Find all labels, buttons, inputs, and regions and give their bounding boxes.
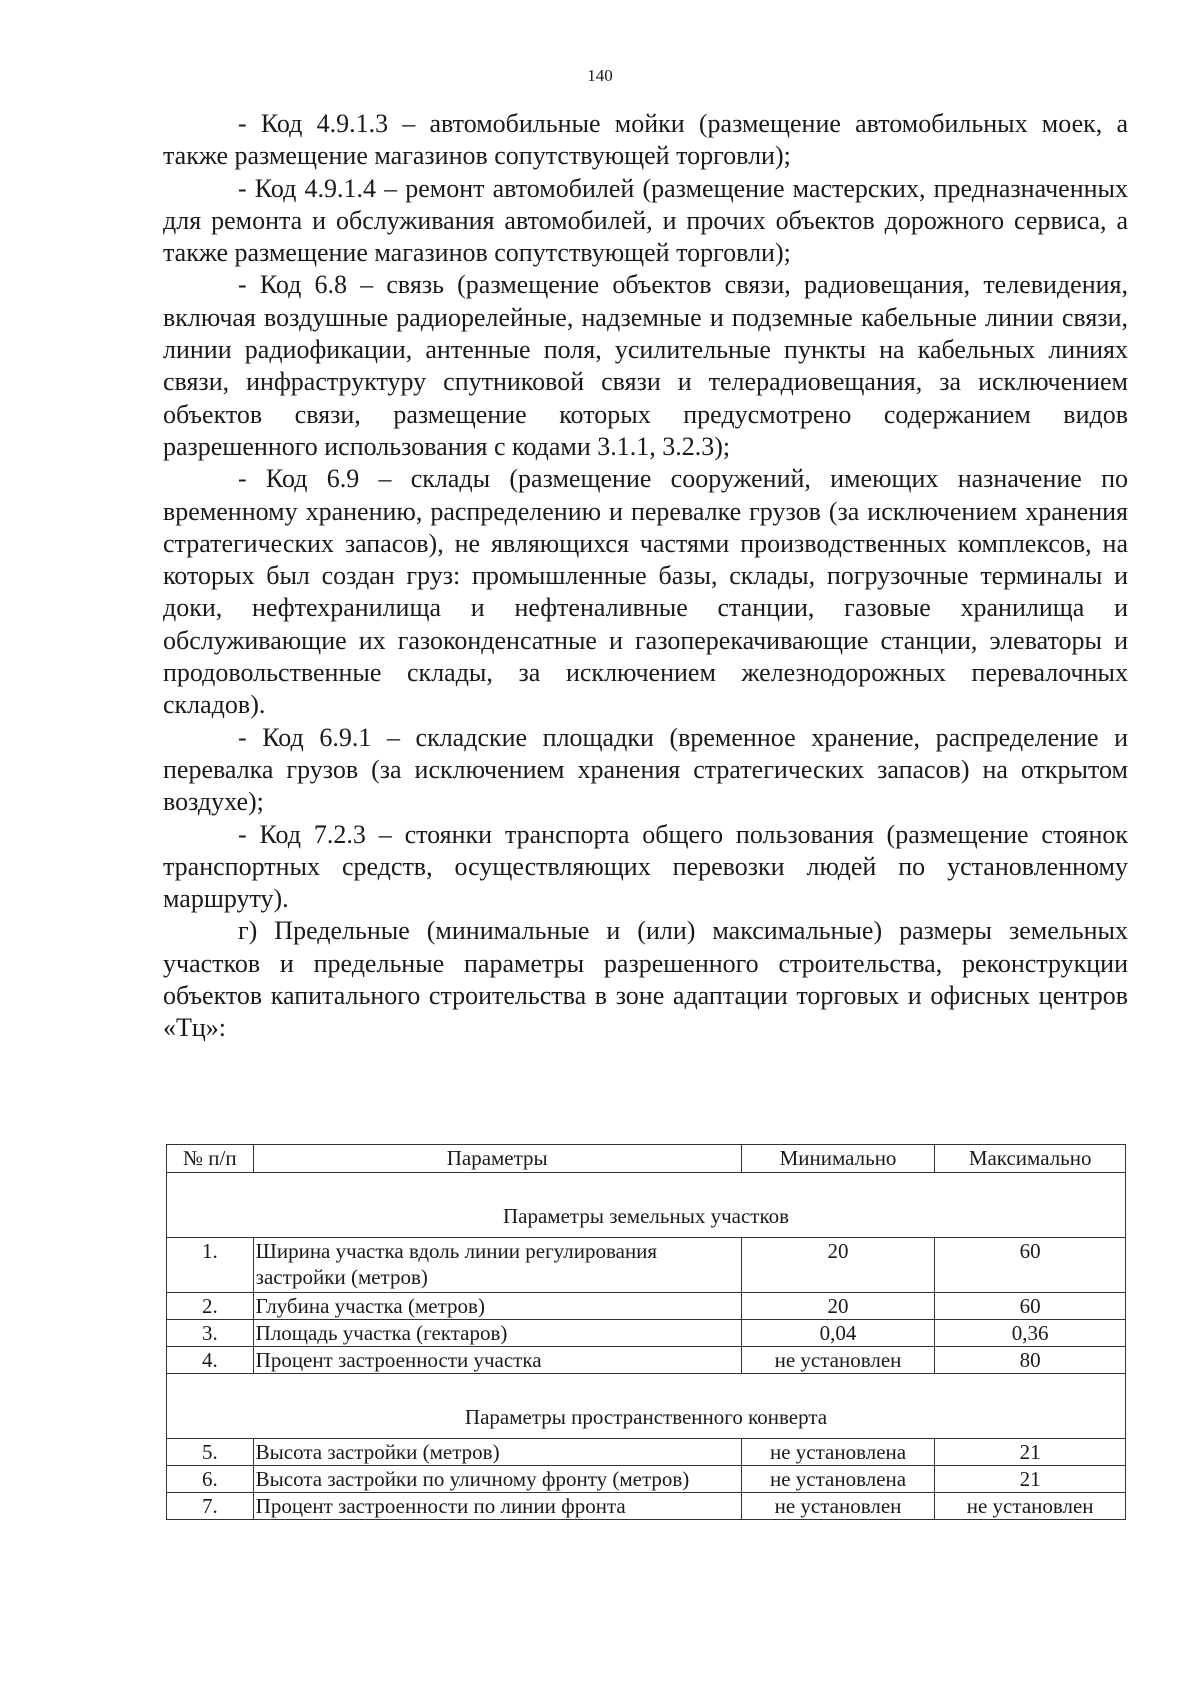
table-row — [167, 1320, 1126, 1347]
paragraph-code-6-8: - Код 6.8 – связь (размещение объектов связи, радиовещания, телевидения, включая воздушные радиорелейные, надземные и подземные кабельные линии связи, линии радиофикации, антенные поля, усилительные пункты на кабельных линиях связи, инфраструктуру спутниковой связи и телерадиовещания, за исключением объектов связи, размещение которых предусмотрено содержанием видов разрешенного использования с кодами 3.1.1, 3.2.3); — [163, 270, 1128, 461]
cell-max: 60 — [935, 1238, 1126, 1293]
cell-min: не установлена — [741, 1466, 935, 1493]
cell-param: Высота застройки по уличному фронту (метров) — [253, 1466, 741, 1493]
cell-max: 21 — [935, 1439, 1126, 1466]
cell-num: 5. — [167, 1439, 254, 1466]
cell-min: 0,04 — [741, 1320, 935, 1347]
cell-min: не установлен — [741, 1347, 935, 1374]
cell-num: 4. — [167, 1347, 254, 1374]
cell-param: Процент застроенности участка — [253, 1347, 741, 1374]
table-row — [167, 1238, 1126, 1293]
cell-num: 7. — [167, 1493, 254, 1520]
paragraph-code-7-2-3: - Код 7.2.3 – стоянки транспорта общего пользования (размещение стоянок транспортных средств, осуществляющих перевозки людей по установленному маршруту). — [163, 819, 1128, 914]
paragraph-code-6-9-1: - Код 6.9.1 – складские площадки (временное хранение, распределение и перевалка грузов (за исключением хранения стратегических запасов) на открытом воздухе); — [163, 722, 1128, 817]
header-num: № п/п — [167, 1145, 254, 1173]
body-text — [163, 108, 1128, 1045]
cell-param: Глубина участка (метров) — [253, 1293, 741, 1320]
header-param: Параметры — [253, 1145, 741, 1173]
paragraph-code-4-9-1-4: - Код 4.9.1.4 – ремонт автомобилей (размещение мастерских, предназначенных для ремонта и обслуживания автомобилей, и прочих объектов дорожного сервиса, а также размещение магазинов сопутствующей торговли); — [163, 173, 1128, 268]
cell-max: 60 — [935, 1293, 1126, 1320]
table-row — [167, 1293, 1126, 1320]
parameters-table — [166, 1144, 1126, 1520]
cell-min: 20 — [741, 1293, 935, 1320]
cell-max: 0,36 — [935, 1320, 1126, 1347]
section-row-land-plots — [167, 1173, 1126, 1238]
cell-param: Процент застроенности по линии фронта — [253, 1493, 741, 1520]
paragraph-limits-intro: г) Предельные (минимальные и (или) максимальные) размеры земельных участков и предельные параметры разрешенного строительства, реконструкции объектов капитального строительства в зоне адаптации торговых и офисных центров «Тц»: — [163, 916, 1128, 1043]
cell-min: не установлен — [741, 1493, 935, 1520]
header-max: Максимально — [935, 1145, 1126, 1173]
cell-param: Площадь участка (гектаров) — [253, 1320, 741, 1347]
table-header-row — [167, 1145, 1126, 1173]
cell-min: 20 — [741, 1238, 935, 1293]
cell-num: 2. — [167, 1293, 254, 1320]
table-row — [167, 1347, 1126, 1374]
cell-param: Высота застройки (метров) — [253, 1439, 741, 1466]
table-row — [167, 1439, 1126, 1466]
cell-max: 21 — [935, 1466, 1126, 1493]
section-row-spatial-envelope — [167, 1374, 1126, 1439]
table-row — [167, 1493, 1126, 1520]
header-min: Минимально — [741, 1145, 935, 1173]
cell-num: 1. — [167, 1238, 254, 1293]
page-number: 140 — [587, 66, 613, 85]
paragraph-code-4-9-1-3: - Код 4.9.1.3 – автомобильные мойки (размещение автомобильных моек, а также размещение магазинов сопутствующей торговли); — [163, 109, 1128, 171]
paragraph-code-6-9: - Код 6.9 – склады (размещение сооружений, имеющих назначение по временному хранению, распределению и перевалке грузов (за исключением хранения стратегических запасов), не являющихся частями производственных комплексов, на которых был создан груз: промышленные базы, склады, погрузочные терминалы и доки, нефтехранилища и нефтеналивные станции, газовые хранилища и обслуживающие их газоконденсатные и газоперекачивающие станции, элеваторы и продовольственные склады, за исключением железнодорожных перевалочных складов). — [163, 464, 1128, 720]
cell-num: 3. — [167, 1320, 254, 1347]
cell-min: не установлена — [741, 1439, 935, 1466]
cell-max: 80 — [935, 1347, 1126, 1374]
cell-param: Ширина участка вдоль линии регулирования застройки (метров) — [253, 1238, 741, 1293]
table-row — [167, 1466, 1126, 1493]
section-title-spatial-envelope: Параметры пространственного конверта — [167, 1374, 1126, 1439]
cell-max: не установлен — [935, 1493, 1126, 1520]
cell-num: 6. — [167, 1466, 254, 1493]
section-title-land-plots: Параметры земельных участков — [167, 1173, 1126, 1238]
